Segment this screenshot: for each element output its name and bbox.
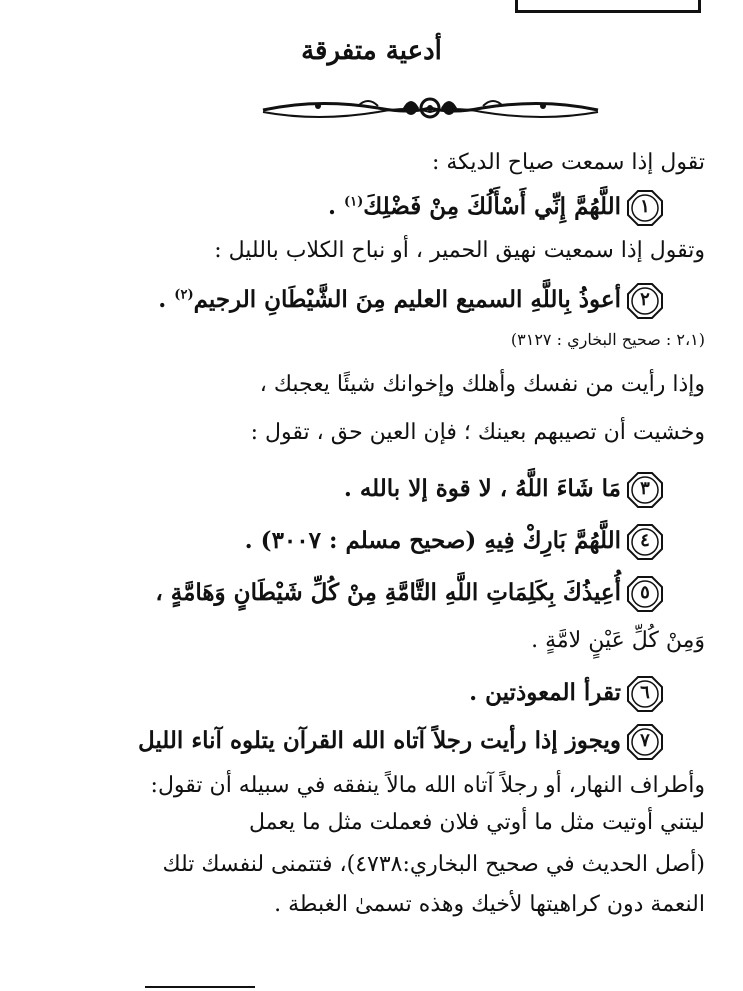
line-text: اللَّهُمَّ بَارِكْ فِيهِ (صحيح مسلم : ٣٠٠٧) .	[244, 527, 621, 554]
dua-line	[344, 472, 663, 508]
dua-line	[245, 524, 663, 560]
line-text: أعوذُ بِاللَّهِ السميع العليم مِنَ الشَّيْطَانِ الرجيم	[193, 286, 621, 313]
dua-number-badge	[627, 524, 663, 560]
text-line	[214, 238, 705, 263]
dua-number-badge	[627, 190, 663, 226]
text-line	[151, 773, 705, 798]
text-line	[251, 420, 705, 445]
line-text: وخشيت أن تصيبهم بعينك ؛ فإن العين حق ، تقول :	[250, 420, 705, 445]
dua-number-badge	[627, 724, 663, 760]
line-text: أُعِيذُكَ بِكَلِمَاتِ اللَّهِ التَّامَّةِ مِنْ كُلِّ شَيْطَانٍ وَهَامَّةٍ ،	[155, 579, 621, 606]
dua-number: ٤	[640, 530, 650, 551]
dua-number: ٦	[640, 682, 650, 703]
ornament-divider-icon	[258, 88, 603, 128]
footnote-marker: (١)	[343, 194, 364, 210]
line-text: تقول إذا سمعت صياح الديكة :	[431, 150, 705, 175]
text-line	[531, 628, 705, 653]
text-line	[162, 852, 705, 877]
dua-number-badge	[627, 472, 663, 508]
line-text: (أصل الحديث في صحيح البخاري:٤٧٣٨)، فتتمنى لنفسك تلك	[162, 852, 705, 877]
text-line	[274, 892, 705, 917]
dua-line	[155, 576, 663, 612]
dua-line	[469, 676, 663, 712]
line-text: مَا شَاءَ اللَّهُ ، لا قوة إلا بالله .	[343, 475, 621, 502]
header-rule	[515, 0, 701, 13]
line-text: النعمة دون كراهيتها لأخيك وهذه تسمىٰ الغبطة .	[274, 892, 705, 917]
text-line	[249, 810, 705, 835]
line-text: وإذا رأيت من نفسك وأهلك وإخوانك شيئًا يعجبك ،	[259, 372, 705, 397]
dua-number: ١	[640, 196, 650, 217]
text-line	[260, 372, 705, 397]
dua-line	[328, 190, 663, 226]
line-text: تقرأ المعوذتين .	[469, 679, 621, 706]
line-punctuation: .	[158, 286, 175, 313]
dua-line	[138, 724, 663, 760]
text-line	[432, 150, 705, 175]
dua-line	[158, 283, 663, 319]
dua-number-badge	[627, 576, 663, 612]
line-text: وَمِنْ كُلِّ عَيْنٍ لامَّةٍ .	[531, 628, 705, 653]
line-text: ليتني أوتيت مثل ما أوتي فلان فعملت مثل ما يعمل	[249, 810, 705, 835]
line-punctuation: .	[327, 193, 344, 220]
line-text: وتقول إذا سمعيت نهيق الحمير ، أو نباح الكلاب بالليل :	[214, 238, 705, 263]
dua-number: ٥	[640, 582, 650, 603]
page-title: أدعية متفرقة	[301, 36, 442, 66]
line-text: ويجوز إذا رأيت رجلاً آتاه الله القرآن يتلوه آناء الليل	[137, 727, 621, 754]
line-text: (٢،١ : صحيح البخاري : ٣١٢٧)	[510, 330, 705, 349]
dua-number-badge	[627, 283, 663, 319]
dua-number: ٧	[640, 730, 650, 751]
footer-rule	[145, 986, 255, 988]
dua-number: ٢	[640, 289, 650, 310]
dua-number-badge	[627, 676, 663, 712]
dua-number: ٣	[640, 478, 650, 499]
footnote-marker: (٢)	[174, 287, 194, 303]
text-line	[511, 330, 705, 349]
line-text: وأطراف النهار، أو رجلاً آتاه الله مالاً ينفقه في سبيله أن تقول:	[150, 773, 705, 798]
line-text: اللَّهُمَّ إِنِّي أَسْأَلُكَ مِنْ فَضْلِكَ	[363, 193, 621, 220]
